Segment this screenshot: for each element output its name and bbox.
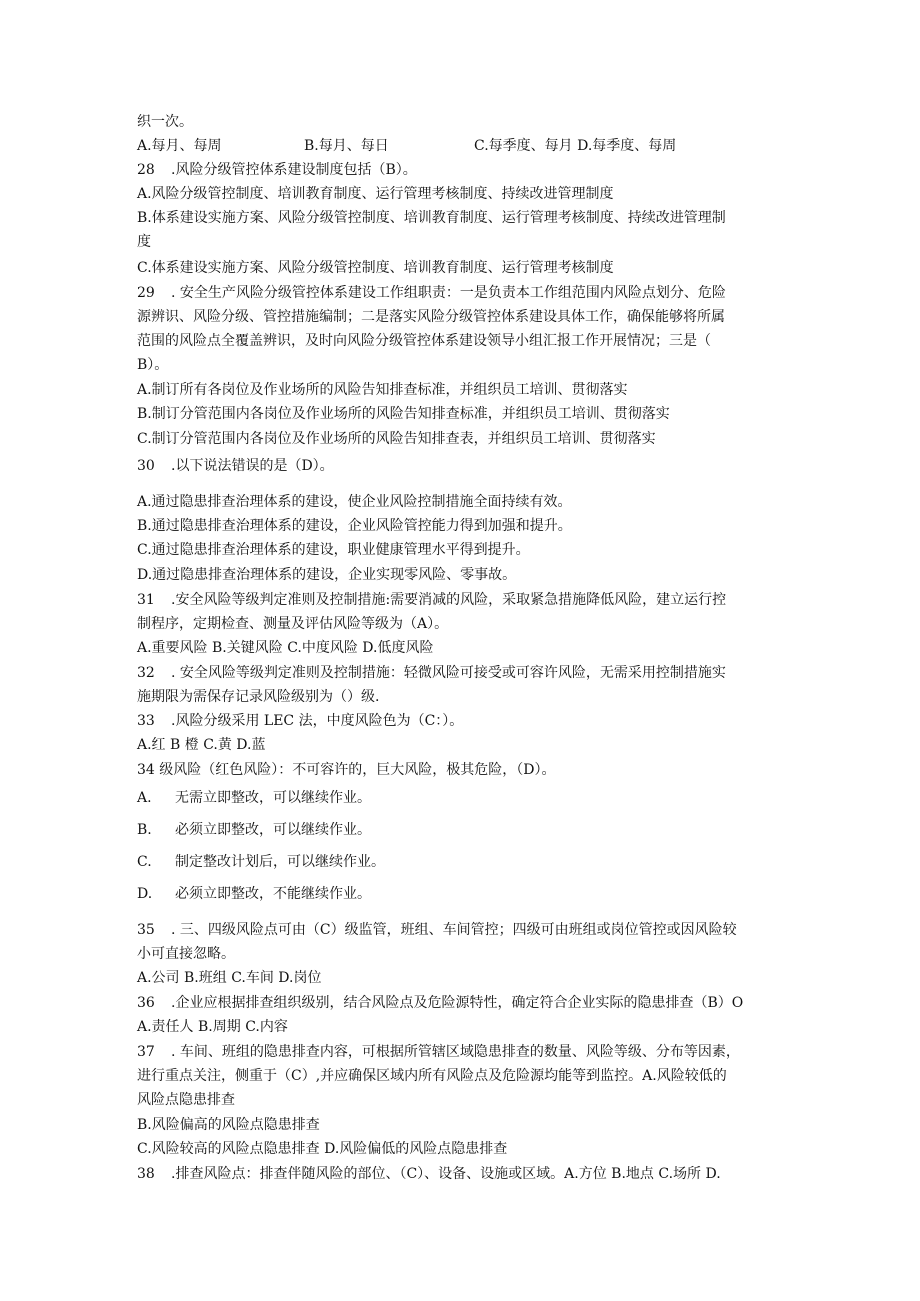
- option-letter: C.: [137, 854, 152, 870]
- option: B.体系建设实施方案、风险分级管控制度、培训教育制度、运行管理考核制度、持续改进管理制: [137, 210, 726, 226]
- option: D.通过隐患排查治理体系的建设，企业实现零风险、零事故。: [137, 567, 517, 583]
- option: C.通过隐患排查治理体系的建设，职业健康管理水平得到提升。: [137, 542, 530, 558]
- option: A.每月、每周: [137, 138, 222, 154]
- option: C.体系建设实施方案、风险分级管控制度、培训教育制度、运行管理考核制度: [137, 260, 614, 276]
- options-row: C.风险较高的风险点隐患排查 D.风险偏低的风险点隐患排查: [137, 1141, 508, 1157]
- option: C.制订分管范围内各岗位及作业场所的风险告知排查表，并组织员工培训、贯彻落实: [137, 431, 656, 447]
- option: C.每季度、每月 D.每季度、每周: [474, 138, 677, 154]
- text-line: 制程序，定期检查、测量及评估风险等级为（A）。: [137, 616, 449, 632]
- options-row: A.公司 B.班组 C.车间 D.岗位: [137, 970, 322, 986]
- option: [137, 850, 787, 874]
- option-letter: A.: [137, 790, 152, 806]
- question-number: 30: [137, 458, 155, 474]
- question-text: .风险分级管控体系建设制度包括（B）。: [171, 162, 417, 178]
- option: [137, 818, 787, 842]
- option: A.制订所有各岗位及作业场所的风险告知排查标准，并组织员工培训、贯彻落实: [137, 382, 628, 398]
- question-number: 28: [137, 162, 155, 178]
- option: A.风险分级管控制度、培训教育制度、运行管理考核制度、持续改进管理制度: [137, 186, 614, 202]
- question-number: 37: [137, 1044, 155, 1060]
- question-33: [137, 709, 787, 733]
- question-text: .安全风险等级判定准则及控制措施:需要消减的风险，采取紧急措施降低风险，建立运行控: [171, 592, 727, 608]
- question-34: 34 级风险（红色风险）：不可容许的，巨大风险，极其危险，（D）。: [137, 762, 556, 778]
- question-text: . 车间、班组的隐患排查内容，可根据所管辖区域隐患排查的数量、风险等级、分布等因素，: [171, 1044, 740, 1060]
- option-continued: 度: [137, 234, 151, 250]
- question-text: .以下说法错误的是（D）。: [171, 458, 334, 474]
- text-line: 施期限为需保存记录风险级别为（）级.: [137, 689, 380, 705]
- option-text: 制定整改计划后，可以继续作业。: [175, 854, 385, 870]
- text-line: 风险点隐患排查: [137, 1092, 235, 1108]
- text-line: 织一次。: [137, 114, 193, 130]
- option-text: 无需立即整改，可以继续作业。: [175, 790, 371, 806]
- question-30: [137, 454, 787, 478]
- text-line: 进行重点关注，侧重于（C）,并应确保区域内所有风险点及危险源均能等到监控。A.风险较低的: [137, 1068, 727, 1084]
- question-text: . 三、四级风险点可由（C）级监管，班组、车间管控；四级可由班组或岗位管控或因风险较: [171, 922, 737, 938]
- question-number: 36: [137, 995, 155, 1011]
- question-28: [137, 158, 787, 182]
- question-text: . 安全风险等级判定准则及控制措施：轻微风险可接受或可容许风险，无需采用控制措施实: [171, 665, 726, 681]
- option: B.通过隐患排查治理体系的建设，企业风险管控能力得到加强和提升。: [137, 518, 572, 534]
- option: B.风险偏高的风险点隐患排查: [137, 1117, 320, 1133]
- text-line: 范围的风险点全覆盖辨识，及时向风险分级管控体系建设领导小组汇报工作开展情况；三是（: [137, 333, 711, 349]
- question-35: [137, 918, 787, 942]
- question-text: .排查风险点：排查伴随风险的部位、（C）、设备、设施或区域。A.方位 B.地点 C.场所 D.: [171, 1166, 721, 1182]
- option-letter: B.: [137, 822, 152, 838]
- option-text: 必须立即整改，不能继续作业。: [175, 886, 371, 902]
- question-text: . 安全生产风险分级管控体系建设工作组职责：一是负责本工作组范围内风险点划分、危险: [171, 285, 726, 301]
- question-37: [137, 1040, 787, 1064]
- question-text: .风险分级采用 LEC 法，中度风险色为（C：）。: [171, 713, 464, 729]
- q27-options: [137, 134, 787, 158]
- option: [137, 882, 787, 906]
- question-32: [137, 661, 787, 685]
- question-36: [137, 991, 787, 1015]
- text-line: B）。: [137, 357, 169, 373]
- question-29: [137, 281, 787, 305]
- option-letter: D.: [137, 886, 153, 902]
- text-line: 源辨识、风险分级、管控措施编制；二是落实风险分级管控体系建设具体工作，确保能够将所属: [137, 309, 725, 325]
- question-text: .企业应根据排查组织级别，结合风险点及危险源特性，确定符合企业实际的隐患排查（B）O: [171, 995, 744, 1011]
- question-number: 31: [137, 592, 155, 608]
- option: A.通过隐患排查治理体系的建设，使企业风险控制措施全面持续有效。: [137, 494, 572, 510]
- options-row: A.责任人 B.周期 C.内容: [137, 1019, 288, 1035]
- question-number: 33: [137, 713, 155, 729]
- question-38: [137, 1162, 787, 1186]
- question-31: [137, 588, 787, 612]
- option: B.每月、每日: [304, 138, 389, 154]
- question-number: 32: [137, 665, 155, 681]
- option-text: 必须立即整改，可以继续作业。: [175, 822, 371, 838]
- options-row: A.红 B 橙 C.黄 D.蓝: [137, 737, 266, 753]
- options-row: A.重要风险 B.关键风险 C.中度风险 D.低度风险: [137, 640, 434, 656]
- option: [137, 786, 787, 810]
- question-number: 38: [137, 1166, 155, 1182]
- question-number: 29: [137, 285, 155, 301]
- option: B.制订分管范围内各岗位及作业场所的风险告知排查标准，并组织员工培训、贯彻落实: [137, 406, 670, 422]
- question-number: 35: [137, 922, 155, 938]
- text-line: 小可直接忽略。: [137, 946, 235, 962]
